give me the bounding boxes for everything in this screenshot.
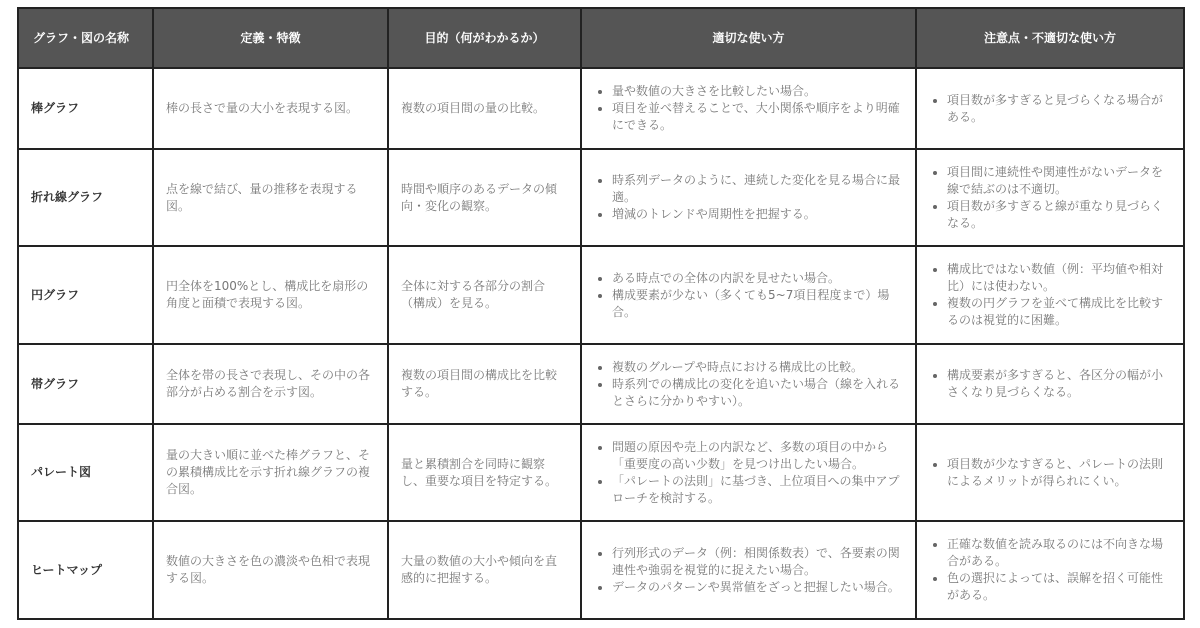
list-item: • 項目数が多すぎると見づらくなる場合がある。: [947, 92, 1171, 126]
list-item: • 構成要素が多すぎると、各区分の幅が小さくなり見づらくなる。: [947, 367, 1171, 401]
chart-name-cell: 折れ線グラフ: [18, 149, 153, 246]
cautions-cell: [916, 246, 1184, 344]
cautions-list: [929, 536, 1171, 604]
definition-cell: 点を線で結び、量の推移を表現する図。: [153, 149, 388, 246]
definition-cell: 数値の大きさを色の濃淡や色相で表現する図。: [153, 521, 388, 619]
purpose-cell: 大量の数値の大小や傾向を直感的に把握する。: [388, 521, 581, 619]
definition-cell: 量の大きい順に並べた棒グラフと、その累積構成比を示す折れ線グラフの複合図。: [153, 424, 388, 521]
usage-list: [594, 270, 903, 321]
usage-cell: [581, 424, 916, 521]
usage-list: [594, 172, 903, 223]
cautions-list: [929, 456, 1171, 490]
list-item: • 色の選択によっては、誤解を招く可能性がある。: [947, 570, 1171, 604]
list-item: • 時系列での構成比の変化を追いたい場合（線を入れるとさらに分かりやすい）。: [612, 376, 903, 410]
header-cautions: 注意点・不適切な使い方: [916, 8, 1184, 68]
chart-name-cell: パレート図: [18, 424, 153, 521]
purpose-cell: 複数の項目間の構成比を比較する。: [388, 344, 581, 424]
cautions-list: [929, 261, 1171, 329]
cautions-cell: [916, 149, 1184, 246]
chart-name-cell: ヒートマップ: [18, 521, 153, 619]
cautions-list: [929, 92, 1171, 126]
purpose-cell: 複数の項目間の量の比較。: [388, 68, 581, 149]
header-name: グラフ・図の名称: [18, 8, 153, 68]
cautions-cell: [916, 344, 1184, 424]
table-row: [18, 424, 1184, 521]
chart-name-cell: 円グラフ: [18, 246, 153, 344]
definition-cell: 棒の長さで量の大小を表現する図。: [153, 68, 388, 149]
table-row: [18, 68, 1184, 149]
usage-list: [594, 359, 903, 410]
list-item: • 時系列データのように、連続した変化を見る場合に最適。: [612, 172, 903, 206]
list-item: • 項目間に連続性や関連性がないデータを線で結ぶのは不適切。: [947, 164, 1171, 198]
usage-list: [594, 545, 903, 596]
list-item: • 正確な数値を読み取るのには不向きな場合がある。: [947, 536, 1171, 570]
header-definition: 定義・特徴: [153, 8, 388, 68]
table-row: [18, 149, 1184, 246]
list-item: • 問題の原因や売上の内訳など、多数の項目の中から「重要度の高い少数」を見つけ出したい場合。: [612, 439, 903, 473]
list-item: • 量や数値の大きさを比較したい場合。: [612, 83, 903, 100]
table-row: [18, 344, 1184, 424]
chart-name-cell: 帯グラフ: [18, 344, 153, 424]
list-item: • 増減のトレンドや周期性を把握する。: [612, 206, 903, 223]
list-item: • 複数のグループや時点における構成比の比較。: [612, 359, 903, 376]
list-item: • ある時点での全体の内訳を見せたい場合。: [612, 270, 903, 287]
list-item: • 項目を並べ替えることで、大小関係や順序をより明確にできる。: [612, 100, 903, 134]
list-item: • 構成比ではない数値（例：平均値や相対比）には使わない。: [947, 261, 1171, 295]
usage-cell: [581, 521, 916, 619]
usage-list: [594, 439, 903, 507]
chart-types-table: [17, 7, 1185, 620]
definition-cell: 全体を帯の長さで表現し、その中の各部分が占める割合を示す図。: [153, 344, 388, 424]
list-item: • 項目数が少なすぎると、パレートの法則によるメリットが得られにくい。: [947, 456, 1171, 490]
chart-name-cell: 棒グラフ: [18, 68, 153, 149]
header-row: [18, 8, 1184, 68]
usage-cell: [581, 344, 916, 424]
table-row: [18, 521, 1184, 619]
definition-cell: 円全体を100%とし、構成比を扇形の角度と面積で表現する図。: [153, 246, 388, 344]
usage-cell: [581, 246, 916, 344]
list-item: • 行列形式のデータ（例：相関係数表）で、各要素の関連性や強弱を視覚的に捉えたい場合。: [612, 545, 903, 579]
cautions-list: [929, 164, 1171, 232]
cautions-cell: [916, 424, 1184, 521]
purpose-cell: 時間や順序のあるデータの傾向・変化の観察。: [388, 149, 581, 246]
header-usage: 適切な使い方: [581, 8, 916, 68]
cautions-cell: [916, 68, 1184, 149]
purpose-cell: 全体に対する各部分の割合（構成）を見る。: [388, 246, 581, 344]
list-item: • 「パレートの法則」に基づき、上位項目への集中アプローチを検討する。: [612, 473, 903, 507]
list-item: • データのパターンや異常値をざっと把握したい場合。: [612, 579, 903, 596]
table-row: [18, 246, 1184, 344]
cautions-cell: [916, 521, 1184, 619]
list-item: • 構成要素が少ない（多くても5~7項目程度まで）場合。: [612, 287, 903, 321]
list-item: • 項目数が多すぎると線が重なり見づらくなる。: [947, 198, 1171, 232]
purpose-cell: 量と累積割合を同時に観察し、重要な項目を特定する。: [388, 424, 581, 521]
table-body: [18, 68, 1184, 619]
usage-list: [594, 83, 903, 134]
cautions-list: [929, 367, 1171, 401]
usage-cell: [581, 149, 916, 246]
list-item: • 複数の円グラフを並べて構成比を比較するのは視覚的に困難。: [947, 295, 1171, 329]
header-purpose: 目的（何がわかるか）: [388, 8, 581, 68]
usage-cell: [581, 68, 916, 149]
